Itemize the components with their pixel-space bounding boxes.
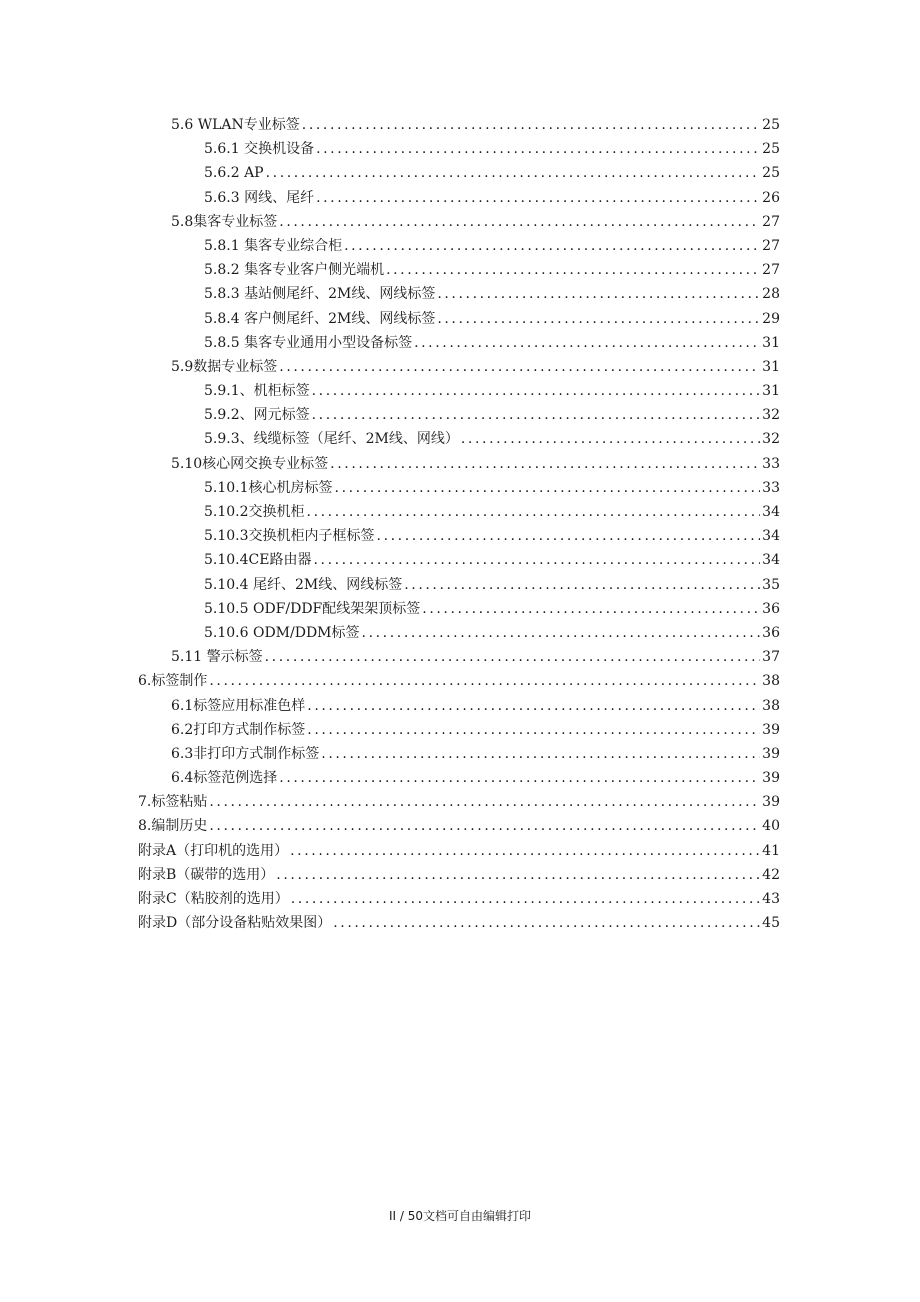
toc-entry[interactable] xyxy=(138,403,780,427)
toc-dot-leader xyxy=(362,621,761,645)
toc-entry[interactable] xyxy=(138,766,780,790)
toc-entry[interactable] xyxy=(138,669,780,693)
toc-entry-title: 5.9.3、线缆标签（尾纤、2M线、网线） xyxy=(204,431,459,448)
toc-dot-leader xyxy=(291,887,760,911)
toc-entry-title: 6.4标签范例选择 xyxy=(171,770,278,787)
toc-entry-page-number: 33 xyxy=(762,455,780,472)
toc-dot-leader xyxy=(316,186,760,210)
toc-entry-title: 5.6 WLAN专业标签 xyxy=(171,117,300,133)
toc-entry-page-number: 37 xyxy=(762,649,780,666)
toc-entry[interactable] xyxy=(138,911,780,935)
page-footer: II / 50文档可自由编辑打印 xyxy=(388,1209,532,1223)
toc-entry-page-number: 31 xyxy=(762,358,780,375)
toc-dot-leader xyxy=(279,210,760,234)
toc-entry-page-number: 25 xyxy=(762,165,780,182)
toc-entry-title: 5.10.2交换机柜 xyxy=(204,504,305,520)
toc-dot-leader xyxy=(209,669,760,693)
toc-dot-leader xyxy=(312,379,761,403)
toc-dot-leader xyxy=(335,476,761,500)
toc-dot-leader xyxy=(377,524,761,548)
toc-entry[interactable] xyxy=(138,718,780,742)
toc-dot-leader xyxy=(461,427,760,451)
toc-entry-title: 5.10.6 ODM/DDM标签 xyxy=(204,624,360,641)
toc-entry-title: 5.10核心网交换专业标签 xyxy=(171,455,329,472)
toc-dot-leader xyxy=(404,573,760,597)
toc-dot-leader xyxy=(307,694,760,718)
toc-entry[interactable] xyxy=(138,161,780,185)
toc-dot-leader xyxy=(321,742,760,766)
toc-entry-page-number: 36 xyxy=(762,624,780,641)
toc-entry-title: 5.10.5 ODF/DDF配线架架顶标签 xyxy=(204,600,421,617)
toc-dot-leader xyxy=(209,790,760,814)
toc-dot-leader xyxy=(386,258,760,282)
toc-entry-page-number: 36 xyxy=(762,600,780,617)
toc-dot-leader xyxy=(276,863,760,887)
toc-entry-page-number: 38 xyxy=(762,673,780,690)
toc-entry-title: 附录D（部分设备粘贴效果图） xyxy=(138,915,332,932)
toc-entry[interactable] xyxy=(138,524,780,548)
toc-entry-page-number: 40 xyxy=(762,818,780,835)
toc-entry-title: 7.标签粘贴 xyxy=(138,794,208,811)
toc-entry-page-number: 25 xyxy=(762,117,780,133)
toc-dot-leader xyxy=(307,500,761,524)
toc-entry-page-number: 31 xyxy=(762,334,780,351)
toc-entry[interactable] xyxy=(138,887,780,911)
toc-dot-leader xyxy=(290,839,760,863)
toc-entry[interactable] xyxy=(138,331,780,355)
toc-entry-page-number: 33 xyxy=(762,479,780,496)
toc-entry-page-number: 32 xyxy=(762,407,780,424)
toc-entry[interactable] xyxy=(138,186,780,210)
toc-entry-page-number: 31 xyxy=(762,383,780,400)
toc-entry-title: 附录B（碳带的选用） xyxy=(138,866,275,883)
toc-dot-leader xyxy=(266,161,761,185)
toc-entry[interactable] xyxy=(138,548,780,572)
toc-entry-title: 5.8.5 集客专业通用小型设备标签 xyxy=(204,334,413,351)
toc-entry[interactable] xyxy=(138,621,780,645)
toc-entry-title: 5.8集客专业标签 xyxy=(171,213,278,230)
toc-entry-page-number: 27 xyxy=(762,237,780,254)
toc-entry[interactable] xyxy=(138,500,780,524)
toc-entry-page-number: 39 xyxy=(762,794,780,811)
toc-dot-leader xyxy=(316,137,760,161)
toc-dot-leader xyxy=(437,282,760,306)
toc-entry-page-number: 45 xyxy=(762,915,780,932)
toc-entry-title: 8.编制历史 xyxy=(138,818,208,835)
toc-entry[interactable] xyxy=(138,137,780,161)
toc-entry-title: 5.10.4CE路由器 xyxy=(204,552,312,569)
toc-entry[interactable] xyxy=(138,476,780,500)
toc-entry[interactable] xyxy=(138,210,780,234)
toc-entry-page-number: 43 xyxy=(762,891,780,907)
toc-dot-leader xyxy=(302,113,760,137)
toc-entry-title: 6.2打印方式制作标签 xyxy=(171,721,306,738)
toc-entry-title: 6.1标签应用标准色样 xyxy=(171,697,306,714)
toc-entry-title: 5.9.2、网元标签 xyxy=(204,407,310,424)
toc-entry[interactable] xyxy=(138,113,780,137)
toc-entry-page-number: 32 xyxy=(762,431,780,448)
toc-entry-page-number: 29 xyxy=(762,310,780,327)
toc-entry-page-number: 39 xyxy=(762,770,780,787)
toc-entry-page-number: 38 xyxy=(762,697,780,714)
toc-entry[interactable] xyxy=(138,863,780,887)
toc-entry-page-number: 25 xyxy=(762,141,780,158)
toc-entry-page-number: 39 xyxy=(762,745,780,762)
toc-entry-title: 5.10.4 尾纤、2M线、网线标签 xyxy=(204,576,403,593)
toc-entry-title: 5.6.3 网线、尾纤 xyxy=(204,189,315,206)
toc-entry[interactable] xyxy=(138,645,780,669)
toc-entry-page-number: 39 xyxy=(762,721,780,738)
toc-entry-page-number: 41 xyxy=(762,842,780,859)
toc-entry-page-number: 27 xyxy=(762,262,780,279)
toc-entry[interactable] xyxy=(138,379,780,403)
toc-dot-leader xyxy=(279,355,760,379)
toc-entry-page-number: 42 xyxy=(762,866,780,883)
toc-entry[interactable] xyxy=(138,282,780,306)
toc-entry-page-number: 27 xyxy=(762,213,780,230)
toc-entry-title: 附录A（打印机的选用） xyxy=(138,842,289,859)
toc-dot-leader xyxy=(279,766,760,790)
toc-dot-leader xyxy=(312,403,761,427)
toc-entry-page-number: 26 xyxy=(762,189,780,206)
toc-entry[interactable] xyxy=(138,452,780,476)
toc-dot-leader xyxy=(414,331,760,355)
toc-dot-leader xyxy=(437,307,760,331)
toc-entry[interactable] xyxy=(138,307,780,331)
toc-entry-title: 5.10.3交换机柜内子框标签 xyxy=(204,528,375,545)
toc-entry-page-number: 34 xyxy=(762,528,780,545)
toc-entry-title: 5.6.1 交换机设备 xyxy=(204,141,315,158)
toc-entry[interactable] xyxy=(138,694,780,718)
toc-entry[interactable] xyxy=(138,597,780,621)
toc-entry-title: 5.10.1核心机房标签 xyxy=(204,479,333,496)
toc-entry-title: 5.11 警示标签 xyxy=(171,649,263,666)
table-of-contents xyxy=(138,113,780,935)
toc-dot-leader xyxy=(422,597,760,621)
toc-entry-page-number: 35 xyxy=(762,576,780,593)
toc-entry[interactable] xyxy=(138,355,780,379)
toc-entry[interactable] xyxy=(138,839,780,863)
toc-entry[interactable] xyxy=(138,742,780,766)
toc-entry-title: 5.6.2 AP xyxy=(204,165,264,182)
toc-entry-title: 5.8.4 客户侧尾纤、2M线、网线标签 xyxy=(204,310,436,327)
toc-entry-page-number: 34 xyxy=(762,504,780,520)
toc-entry-title: 6.3非打印方式制作标签 xyxy=(171,745,320,762)
toc-entry-title: 5.8.2 集客专业客户侧光端机 xyxy=(204,262,385,279)
toc-entry[interactable] xyxy=(138,427,780,451)
toc-entry-title: 5.8.1 集客专业综合柜 xyxy=(204,237,343,254)
toc-entry[interactable] xyxy=(138,258,780,282)
toc-entry-page-number: 34 xyxy=(762,552,780,569)
toc-dot-leader xyxy=(330,452,760,476)
toc-entry[interactable] xyxy=(138,814,780,838)
toc-dot-leader xyxy=(313,548,760,572)
toc-entry[interactable] xyxy=(138,234,780,258)
toc-dot-leader xyxy=(344,234,760,258)
toc-entry-page-number: 28 xyxy=(762,286,780,303)
toc-entry-title: 5.8.3 基站侧尾纤、2M线、网线标签 xyxy=(204,286,436,303)
toc-dot-leader xyxy=(209,814,760,838)
toc-entry-title: 6.标签制作 xyxy=(138,673,208,690)
toc-entry-title: 附录C（粘胶剂的选用） xyxy=(138,891,289,907)
toc-dot-leader xyxy=(333,911,760,935)
toc-entry[interactable] xyxy=(138,573,780,597)
toc-dot-leader xyxy=(307,718,760,742)
toc-dot-leader xyxy=(265,645,761,669)
toc-entry-title: 5.9.1、机柜标签 xyxy=(204,383,310,400)
toc-entry-title: 5.9数据专业标签 xyxy=(171,358,278,375)
toc-entry[interactable] xyxy=(138,790,780,814)
